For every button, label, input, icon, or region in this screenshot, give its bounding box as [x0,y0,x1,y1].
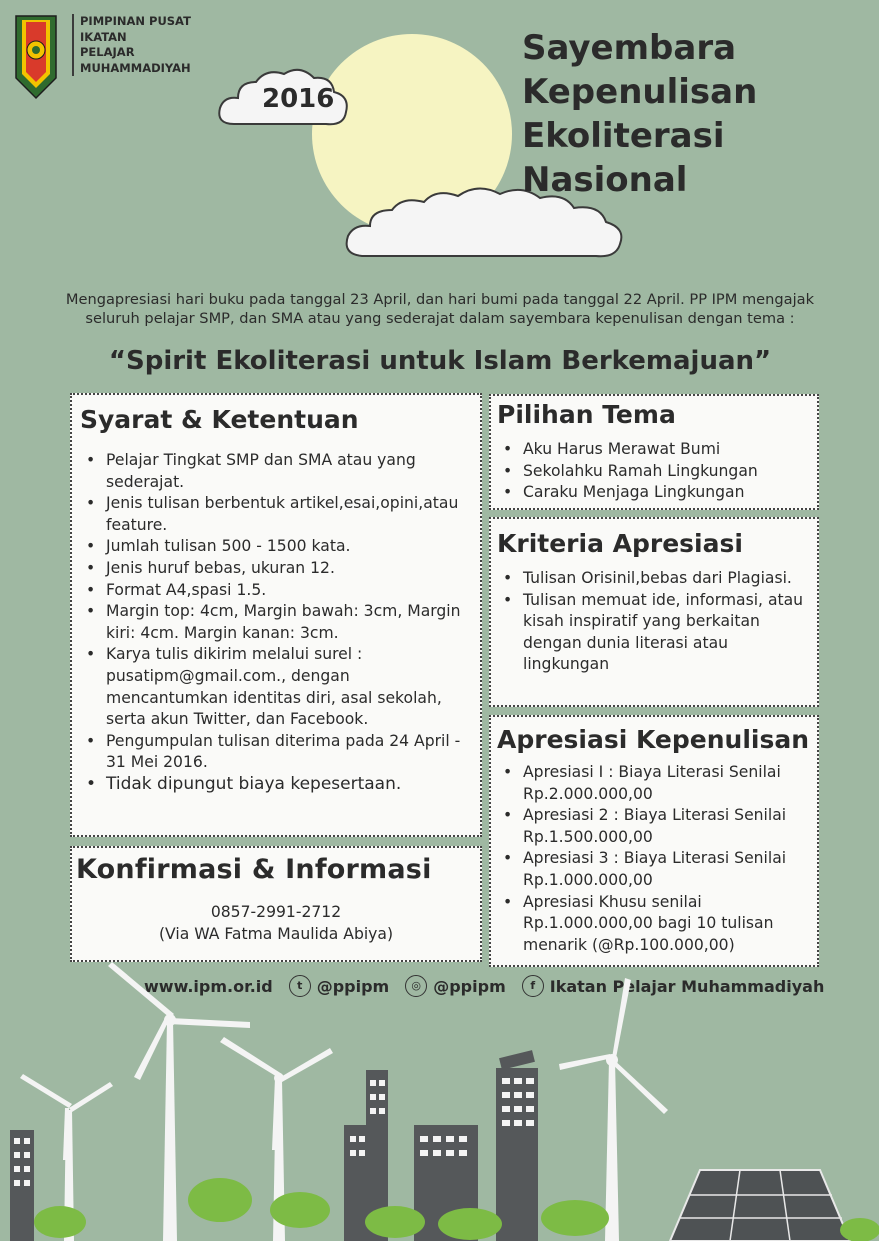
twitter-icon: t [289,975,311,997]
list-item: • Tulisan memuat ide, informasi, atau kisah inspiratif yang berkaitan dengan dunia literasi atau lingkungan [497,590,811,676]
page-title [522,26,757,202]
intro-paragraph: Mengapresiasi hari buku pada tanggal 23 April, dan hari bumi pada tanggal 22 April. PP IPM mengajak seluruh pelajar SMP, dan SMA atau yang sederajat dalam sayembara kepenulisan dengan tema : [65,291,815,327]
contact-phone: 0857-2991-2712 [210,903,342,921]
website-link[interactable]: www.ipm.or.id [144,976,273,996]
awards-heading: Apresiasi Kepenulisan [497,725,810,754]
contact-box [70,846,482,962]
title-line: Nasional [522,160,688,200]
list-item: • Pelajar Tingkat SMP dan SMA atau yang sederajat. [80,450,470,493]
list-item: • Tulisan Orisinil,bebas dari Plagiasi. [497,568,811,590]
list-item: • Apresiasi 2 : Biaya Literasi Senilai Rp.1.500.000,00 [497,805,811,848]
list-item: • Apresiasi 3 : Biaya Literasi Senilai Rp.1.000.000,00 [497,848,811,891]
eco-city-illustration [0,960,879,1241]
list-item: • Tidak dipungut biaya kepesertaan. [80,774,470,796]
theme-options-heading: Pilihan Tema [497,400,676,429]
event-year: 2016 [262,84,335,114]
awards-list [497,762,811,956]
list-item: • Jenis tulisan berbentuk artikel,esai,opini,atau feature. [80,493,470,536]
twitter-handle[interactable]: @ppipm [316,976,390,996]
organization-name [72,14,191,76]
list-item: • Pengumpulan tulisan diterima pada 24 April - 31 Mei 2016. [80,731,470,774]
facebook-page[interactable]: Ikatan Pelajar Muhammadiyah [549,976,825,996]
contact-heading: Konfirmasi & Informasi [76,854,432,885]
requirements-box [70,393,482,837]
org-line: PELAJAR [80,45,135,59]
org-line: IKATAN [80,29,127,44]
list-item: • Margin top: 4cm, Margin bawah: 3cm, Margin kiri: 4cm. Margin kanan: 3cm. [80,601,470,644]
requirements-heading: Syarat & Ketentuan [80,405,359,434]
contact-via: (Via WA Fatma Maulida Abiya) [158,925,394,943]
list-item: • Karya tulis dikirim melalui surel : pusatipm@gmail.com., dengan mencantumkan identitas diri, asal sekolah, serta akun Twitter, dan Facebook. [80,644,470,730]
title-line: Sayembara [522,28,737,68]
list-item: • Jumlah tulisan 500 - 1500 kata. [80,536,470,558]
requirements-list [80,450,470,796]
criteria-list [497,568,811,676]
title-line: Ekoliterasi [522,116,725,156]
list-item: • Sekolahku Ramah Lingkungan [497,461,811,483]
awards-box [489,715,819,967]
list-item: • Apresiasi I : Biaya Literasi Senilai Rp.2.000.000,00 [497,762,811,805]
theme-heading: “Spirit Ekoliterasi untuk Islam Berkemajuan” [108,346,772,376]
ipm-logo [14,14,58,100]
list-item: • Apresiasi Khusu senilai Rp.1.000.000,00 bagi 10 tulisan menarik (@Rp.100.000,00) [497,892,811,957]
org-line: MUHAMMADIYAH [80,60,191,75]
theme-options-box [489,394,819,510]
list-item: • Caraku Menjaga Lingkungan [497,482,811,504]
theme-options-list [497,439,811,504]
criteria-heading: Kriteria Apresiasi [497,529,743,558]
criteria-box [489,517,819,707]
list-item: • Aku Harus Merawat Bumi [497,439,811,461]
title-line: Kepenulisan [522,72,758,112]
org-line: PIMPINAN PUSAT [80,14,191,28]
facebook-icon: f [522,975,544,997]
contact-details [76,901,476,945]
list-item: • Format A4,spasi 1.5. [80,580,470,602]
instagram-icon: ◎ [405,975,427,997]
instagram-handle[interactable]: @ppipm [433,976,506,996]
list-item: • Jenis huruf bebas, ukuran 12. [80,558,470,580]
